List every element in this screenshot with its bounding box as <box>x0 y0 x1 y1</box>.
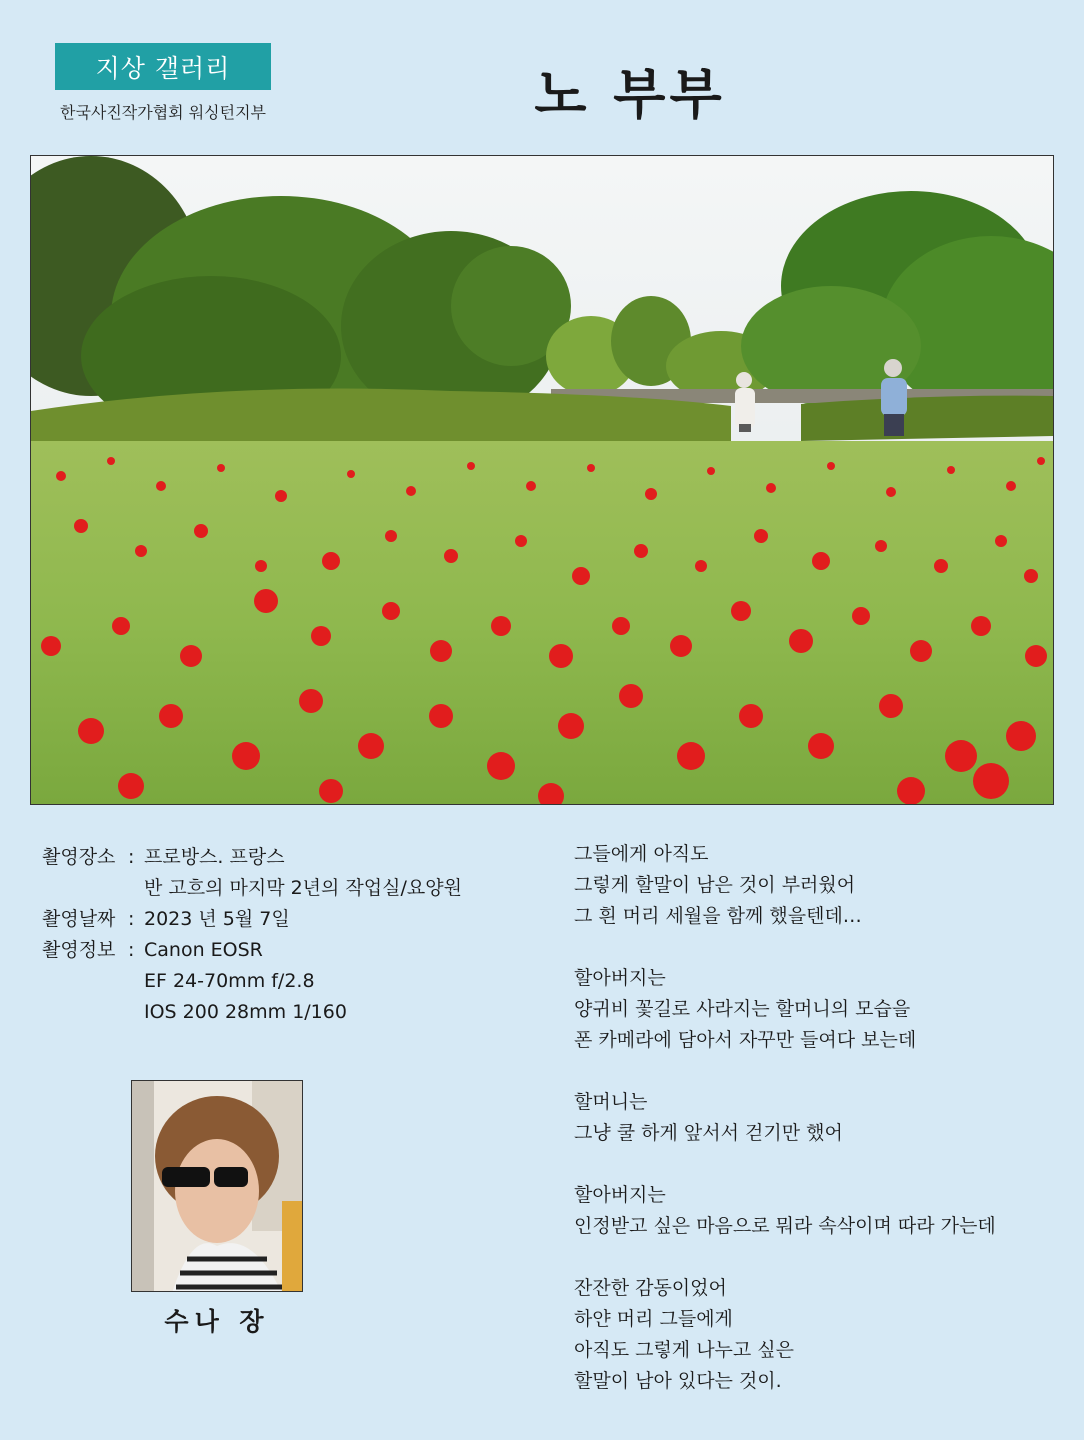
gallery-badge-label: 지상 갤러리 <box>95 53 231 83</box>
author-photo <box>132 1081 303 1292</box>
photo-info <box>42 842 462 1028</box>
poem-line: 할아버지는 <box>574 1184 666 1206</box>
date-label: 촬영날짜 <box>42 908 116 930</box>
poem-line: 인정받고 싶은 마음으로 뭐라 속삭이며 따라 가는데 <box>574 1215 996 1237</box>
poem-stanza <box>574 1087 996 1149</box>
poem-line: 그냥 쿨 하게 앞서서 걷기만 했어 <box>574 1122 843 1144</box>
poem-line: 아직도 그렇게 나누고 싶은 <box>574 1339 795 1361</box>
location-label: 촬영장소 <box>42 846 116 868</box>
camera-label: 촬영정보 <box>42 939 116 961</box>
main-photo <box>30 155 1054 805</box>
poem-line: 그렇게 할말이 남은 것이 부러웠어 <box>574 874 856 896</box>
gallery-badge <box>55 43 271 90</box>
date-value: 2023 년 5월 7일 <box>144 908 290 930</box>
location-detail: 반 고흐의 마지막 2년의 작업실/요양원 <box>144 877 462 899</box>
camera-row <box>42 935 462 966</box>
poem-stanza <box>574 1273 996 1397</box>
poem-line: 잔잔한 감동이었어 <box>574 1277 727 1299</box>
poem <box>574 839 996 1397</box>
poem-stanza <box>574 839 996 932</box>
poppy-field-image <box>31 156 1054 805</box>
poem-line: 양귀비 꽃길로 사라지는 할머니의 모습을 <box>574 998 911 1020</box>
poem-stanza <box>574 1180 996 1242</box>
poem-line: 그들에게 아직도 <box>574 843 709 865</box>
date-row <box>42 904 462 935</box>
author-name: 수나 장 <box>164 1307 270 1336</box>
lens-value: EF 24-70mm f/2.8 <box>144 970 315 992</box>
poem-stanza <box>574 963 996 1056</box>
location-row <box>42 842 462 873</box>
poem-line: 폰 카메라에 담아서 자꾸만 들여다 보는데 <box>574 1029 917 1051</box>
poem-line: 할아버지는 <box>574 967 666 989</box>
camera-value: Canon EOSR <box>144 939 263 961</box>
author-portrait <box>131 1080 303 1292</box>
page-title: 노 부부 <box>534 62 726 126</box>
poem-line: 그 흰 머리 세월을 함께 했을텐데… <box>574 905 862 927</box>
colon: : <box>128 846 135 868</box>
poem-line: 할말이 남아 있다는 것이. <box>574 1370 782 1392</box>
colon: : <box>128 908 135 930</box>
location-value: 프로방스. 프랑스 <box>144 846 285 868</box>
poem-line: 하얀 머리 그들에게 <box>574 1308 733 1330</box>
settings-value: IOS 200 28mm 1/160 <box>144 1001 347 1023</box>
association-subtitle: 한국사진작가협회 워싱턴지부 <box>59 103 266 122</box>
poem-line: 할머니는 <box>574 1091 648 1113</box>
colon: : <box>128 939 135 961</box>
